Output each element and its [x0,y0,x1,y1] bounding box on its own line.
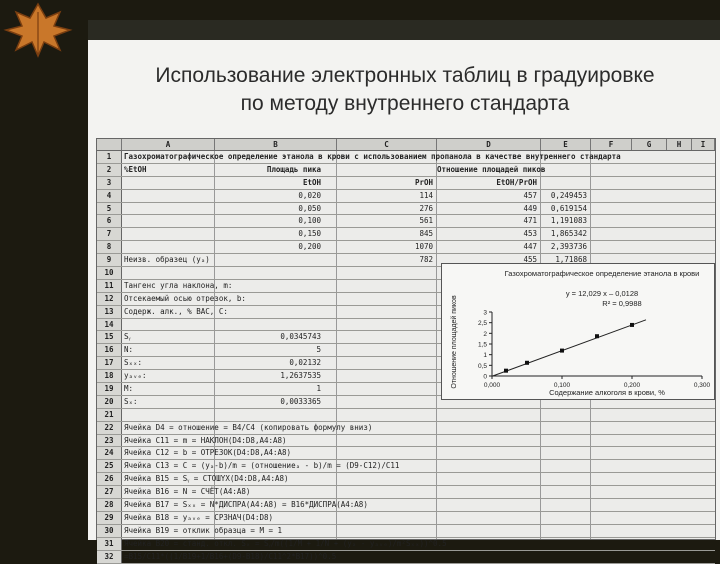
y-axis-label: Отношение площадей пиков [451,295,458,389]
x-tick-label: 0,100 [553,382,571,389]
data-point [595,334,599,338]
cell[interactable] [124,241,214,253]
cell[interactable]: 561 [419,216,433,226]
cell[interactable]: Газохроматографическое определение этанола в крови с использованием пропанола в качестве внутреннего стандарта [124,152,621,161]
cell[interactable]: Ячейка C13 = C = (yₐ-b)/m = (отношениеₐ - b)/m = (D9-C12)/C11 [124,461,400,471]
row-number[interactable]: 19 [97,383,122,395]
row-number[interactable]: 14 [97,319,122,331]
cell[interactable]: 0,100 [298,216,321,226]
column-header-bar [97,139,715,151]
sheet-row [97,177,715,190]
cell[interactable]: 0,050 [298,203,321,213]
cell[interactable]: 276 [419,203,433,213]
row-number[interactable]: 16 [97,344,122,356]
sheet-row [97,473,715,486]
cell[interactable]: Отсекаемый осью отрезок, b: [124,293,246,303]
cell[interactable]: Ячейка B17 = Sₓₓ = N*ДИСПРА(A4:A8) = B16*ДИСПРА(A4:A8) [124,500,368,510]
row-number[interactable]: 31 [97,538,122,550]
row-number[interactable]: 9 [97,254,122,266]
cell[interactable] [124,190,214,202]
row-number[interactable]: 21 [97,409,122,421]
cell[interactable]: Sₓ: [124,396,138,406]
cell[interactable]: 0,02132 [289,358,321,368]
cell[interactable]: 1,71868 [555,255,587,265]
row-number[interactable]: 8 [97,241,122,253]
cell[interactable]: 114 [419,190,433,200]
cell[interactable]: 1,865342 [550,229,587,239]
row-number[interactable]: 17 [97,357,122,369]
cell[interactable] [124,203,214,215]
sheet-row [97,215,715,228]
cell[interactable] [124,228,214,240]
cell[interactable]: Неизв. образец (yₐ) [124,255,210,265]
sheet-row [97,164,715,177]
row-number[interactable]: 6 [97,215,122,227]
cell[interactable]: Содерж. алк., % BAC, C: [124,306,228,316]
y-tick-label: 2,5 [477,320,487,328]
cell[interactable]: PrOH [414,177,433,187]
column-header[interactable]: A [122,139,215,150]
row-number[interactable]: 18 [97,370,122,382]
chart-equation: y = 12,029 x – 0,0128 [565,289,639,298]
cell[interactable]: 1,191083 [550,216,587,226]
column-header[interactable]: G [632,139,667,150]
row-number[interactable]: 4 [97,190,122,202]
row-number[interactable]: 25 [97,460,122,472]
cell[interactable]: %EtOH [124,164,147,174]
row-number[interactable]: 1 [97,151,122,163]
row-number[interactable]: 24 [97,447,122,459]
row-number[interactable]: 30 [97,525,122,537]
slide-title [100,62,710,118]
sheet-row [97,422,715,435]
row-number[interactable]: 13 [97,306,122,318]
cell[interactable]: 1070 [414,242,433,252]
row-number[interactable]: 5 [97,203,122,215]
data-point [560,349,564,353]
sheet-row [97,151,715,164]
sheet-row [97,190,715,203]
cell[interactable]: 455 [523,255,537,265]
column-header[interactable]: D [437,139,541,150]
cell[interactable]: Тангенс угла наклона, m: [124,280,233,290]
sheet-row [97,241,715,254]
row-number[interactable]: 20 [97,396,122,408]
cell[interactable]: 457 [523,190,537,200]
x-tick-label: 0,300 [693,382,711,389]
column-header[interactable]: E [541,139,591,150]
y-tick-label: 0,5 [477,362,487,370]
row-number[interactable]: 23 [97,435,122,447]
data-point [525,361,529,365]
cell[interactable]: Площадь пика [266,164,321,174]
column-header[interactable]: F [591,139,632,150]
cell[interactable]: 1 [316,384,321,394]
cell[interactable] [124,215,214,227]
row-number[interactable]: 11 [97,280,122,292]
column-header[interactable]: H [667,139,692,150]
cell[interactable]: =B15/C11*((1/B19+1/B16+(D9-B18)/C11^2*B17))^0.5 [124,551,337,561]
x-axis-label: Содержание алкоголя в крови, % [549,388,665,397]
data-point [630,323,634,327]
cell[interactable]: N: [124,345,134,355]
row-number[interactable]: 2 [97,164,122,176]
cell[interactable]: Sₓₓ: [124,358,143,368]
y-tick-label: 1,5 [477,341,487,349]
chart-title: Газохроматографическое определение этанола в крови [504,269,700,278]
row-number[interactable]: 28 [97,499,122,511]
chart-r2: R² = 0,9988 [602,299,642,308]
y-tick-label: 3 [483,309,487,317]
cell[interactable]: EtOH/PrOH [496,177,537,187]
cell[interactable]: yₐᵥₑ: [124,371,147,381]
cell[interactable]: Отношение площадей пиков [437,164,546,174]
cell[interactable]: Ячейка D4 = отношение = B4/C4 (копировать формулу вниз) [124,422,373,432]
cell[interactable]: 0,150 [298,229,321,239]
cell[interactable]: 1,2637535 [280,371,321,381]
y-tick-label: 0 [483,373,487,381]
cell[interactable]: 449 [523,203,537,213]
sheet-row [97,435,715,448]
cell[interactable]: 845 [419,229,433,239]
row-number[interactable]: 10 [97,267,122,279]
row-number[interactable]: 26 [97,473,122,485]
row-number[interactable]: 27 [97,486,122,498]
cell[interactable]: Ячейка B19 = отклик образца = M = 1 [124,525,283,535]
cell[interactable]: 5 [316,345,321,355]
cell[interactable]: 0,619154 [550,203,587,213]
title-line-1: Использование электронных таблиц в градуировке [155,64,655,87]
sheet-row [97,525,715,538]
row-number[interactable]: 29 [97,512,122,524]
row-number[interactable]: 32 [97,551,122,563]
cell[interactable]: Ячейка B16 = N = СЧЁТ(A4:A8) [124,487,251,497]
cell[interactable]: 0,200 [298,242,321,252]
cell[interactable]: Sᵧ [124,332,131,342]
spreadsheet [96,138,716,561]
calibration-chart [441,263,715,400]
column-header[interactable]: I [692,139,715,150]
title-line-2: по методу внутреннего стандарта [240,92,570,115]
x-tick-label: 0,000 [483,382,501,389]
cell[interactable]: 2,393736 [550,242,587,252]
row-number[interactable]: 7 [97,228,122,240]
cell[interactable]: 0,249453 [550,190,587,200]
cell[interactable]: 471 [523,216,537,226]
cell[interactable]: Ячейка B18 = yₐᵥₑ = СРЗНАЧ(D4:D8) [124,512,274,522]
y-tick-label: 1 [483,352,487,360]
sheet-row [97,409,715,422]
sheet-row [97,460,715,473]
sheet-row [97,551,715,564]
cell[interactable] [124,177,214,189]
row-number[interactable]: 3 [97,177,122,189]
data-point [504,369,508,373]
row-number[interactable]: 15 [97,331,122,343]
cell[interactable]: Ячейка B20 = станд. откл. Sₓ = Sᵧ/m((1/M + 1/N + (yₐ - yₐᵥₑ)/m²Sₓₓ))^0.5 [124,538,447,548]
sheet-row [97,228,715,241]
column-header[interactable]: B [215,139,337,150]
cell[interactable]: Ячейка C11 = m = НАКЛОН(D4:D8,A4:A8) [124,435,287,445]
column-header[interactable]: C [337,139,437,150]
autumn-leaf-icon [2,2,74,58]
sheet-row [97,538,715,551]
cell[interactable]: 0,020 [298,190,321,200]
sheet-row [97,447,715,460]
cell[interactable]: Ячейка C12 = b = ОТРЕЗОК(D4:D8,A4:A8) [124,448,292,458]
x-tick-label: 0,200 [623,382,641,389]
row-number[interactable]: 12 [97,293,122,305]
cell[interactable]: 0,0033365 [280,396,321,406]
cell[interactable]: EtOH [302,177,321,187]
cell[interactable] [337,164,437,176]
cell[interactable]: 447 [523,242,537,252]
cell[interactable] [215,254,325,266]
cell[interactable]: 453 [523,229,537,239]
cell[interactable]: 0,0345743 [280,332,321,342]
y-tick-label: 2 [483,330,487,338]
cell[interactable]: M: [124,384,134,394]
cell[interactable]: 782 [419,255,433,265]
sheet-row [97,499,715,512]
sheet-row [97,512,715,525]
sheet-row [97,203,715,216]
row-number[interactable]: 22 [97,422,122,434]
cell[interactable]: Ячейка B15 = Sᵧ = СТОШYX(D4:D8,A4:A8) [124,474,289,484]
sheet-row [97,486,715,499]
